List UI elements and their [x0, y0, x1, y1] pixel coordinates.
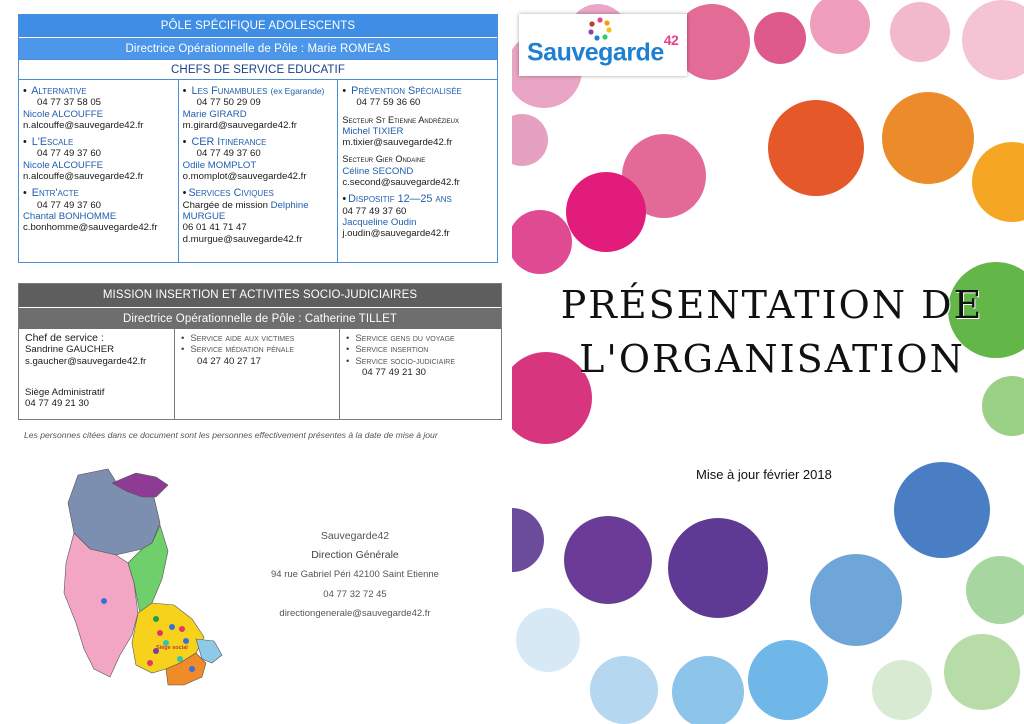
deco-circle — [768, 100, 864, 196]
deco-circle — [890, 2, 950, 62]
service-email: m.tixier@sauvegarde42.fr — [342, 137, 453, 149]
map-region-pink — [64, 533, 138, 677]
service-email: m.girard@sauvegarde42.fr — [182, 119, 297, 131]
deco-circle — [894, 462, 990, 558]
map-marker — [153, 616, 159, 622]
service-mission-line: Chargée de mission Delphine MURGUE — [182, 199, 309, 222]
contact-block — [230, 527, 480, 623]
siege-label: Siège Administratif — [25, 386, 105, 398]
list-item: • Service médiation pénale — [181, 344, 295, 356]
list-item: • Service insertion — [346, 344, 429, 356]
service-phone: 04 77 49 37 60 — [196, 148, 261, 160]
pole-ado-header: PÔLE SPÉCIFIQUE ADOLESCENTS — [19, 15, 497, 37]
map-marker — [179, 626, 185, 632]
map-marker — [147, 660, 153, 666]
service-person: Michel TIXIER — [342, 125, 404, 137]
service-phone: 04 77 59 36 60 — [356, 97, 421, 109]
service-person: Odile MOMPLOT — [182, 159, 257, 171]
mission-column-services-a — [174, 329, 339, 419]
siege-phone: 04 77 49 21 30 — [25, 398, 90, 410]
deco-circle — [512, 114, 548, 166]
sauvegarde-logo — [519, 14, 687, 76]
services-b-phone: 04 77 49 21 30 — [362, 366, 427, 378]
service-person: Céline SECOND — [342, 165, 414, 177]
services-column-1 — [19, 80, 178, 262]
deco-circle — [962, 0, 1024, 80]
map-marker — [101, 598, 107, 604]
chef-email: s.gaucher@sauvegarde42.fr — [25, 355, 147, 367]
service-phone: 04 77 49 37 60 — [37, 148, 102, 160]
map-marker — [189, 666, 195, 672]
contact-address: 94 rue Gabriel Péri 42100 Saint Etienne — [271, 569, 439, 581]
deco-circle — [512, 210, 572, 274]
service-email: n.alcouffe@sauvegarde42.fr — [23, 119, 144, 131]
map-marker — [183, 638, 189, 644]
mission-column-chef — [19, 329, 174, 419]
deco-circle — [810, 0, 870, 54]
service-title-entracte: • Entr'acte — [23, 187, 79, 200]
deco-circle — [516, 608, 580, 672]
mission-columns — [19, 329, 501, 419]
service-person: Marie GIRARD — [182, 108, 247, 120]
service-phone: 04 77 50 29 09 — [196, 97, 261, 109]
service-title-prevention: • Prévention Spécialisée — [342, 85, 462, 97]
deco-circle — [672, 656, 744, 724]
deco-circle — [566, 172, 646, 252]
deco-circle — [512, 508, 544, 572]
pole-adolescents-box — [18, 14, 498, 263]
services-a-phone: 04 27 40 27 17 — [197, 355, 262, 367]
cover-page — [512, 0, 1024, 724]
sector-label: Secteur St Etienne Andrézieux — [342, 114, 460, 125]
service-email: o.momplot@sauvegarde42.fr — [182, 171, 307, 183]
deco-circle — [966, 556, 1024, 624]
loire-map-image — [56, 463, 226, 691]
cover-title — [552, 278, 992, 386]
deco-circle — [872, 660, 932, 720]
service-title-escale: • L'Escale — [23, 136, 74, 149]
logo-text: Sauvegarde$^{42}$ — [527, 32, 679, 67]
cover-title-line2: L'ORGANISATION — [579, 337, 965, 381]
service-person: Chantal BONHOMME — [23, 210, 117, 222]
list-item: • Service socio-judiciaire — [346, 355, 456, 367]
mission-director: Directrice Opérationnelle de Pôle : Catherine TILLET — [19, 307, 501, 329]
deco-circle — [668, 518, 768, 618]
list-item: • Service gens du voyage — [346, 333, 455, 344]
services-list-b — [346, 333, 495, 367]
mission-insertion-box — [18, 283, 502, 420]
service-person: Nicole ALCOUFFE — [23, 108, 103, 120]
contact-email: directiongenerale@sauvegarde42.fr — [279, 607, 431, 619]
mission-header: MISSION INSERTION ET ACTIVITES SOCIO-JUDICIAIRES — [19, 284, 501, 307]
map-marker — [169, 624, 175, 630]
sector-label: Secteur Gier Ondaine — [342, 154, 426, 165]
list-item: • Service aide aux victimes — [181, 333, 295, 344]
service-phone: 04 77 49 37 60 — [342, 205, 407, 217]
update-note: Les personnes citées dans ce document sont les personnes effectivement présentes à la date de mise à jour — [24, 430, 438, 440]
services-column-3 — [337, 80, 497, 262]
contact-name: Sauvegarde42 — [320, 530, 390, 542]
deco-circle — [882, 92, 974, 184]
service-phone: 06 01 41 71 47 — [182, 222, 247, 234]
deco-circle — [748, 640, 828, 720]
map-marker — [157, 630, 163, 636]
deco-circle — [944, 634, 1020, 710]
chef-name: Sandrine GAUCHER — [25, 344, 115, 356]
service-email: d.murgue@sauvegarde42.fr — [182, 233, 303, 245]
siege-social-label: Siège social — [156, 645, 188, 651]
update-date: Mise à jour février 2018 — [696, 467, 832, 482]
services-column-2 — [178, 80, 338, 262]
service-email: c.second@sauvegarde42.fr — [342, 177, 460, 189]
chef-service-label: Chef de service : — [25, 332, 104, 344]
service-title-civiques: • Services Civiques — [182, 187, 274, 200]
deco-circle — [972, 142, 1024, 222]
contact-phone: 04 77 32 72 45 — [323, 588, 387, 600]
service-email: n.alcouffe@sauvegarde42.fr — [23, 171, 144, 183]
service-person: Nicole ALCOUFFE — [23, 159, 103, 171]
service-person: Jacqueline Oudin — [342, 216, 417, 228]
service-title-funambules: • Les Funambules (ex Egarande) — [182, 85, 325, 97]
deco-circle — [810, 554, 902, 646]
services-columns — [19, 80, 497, 262]
chefs-service-heading: CHEFS DE SERVICE EDUCATIF — [19, 59, 497, 80]
services-list-a — [181, 333, 333, 356]
pole-ado-director: Directrice Opérationnelle de Pôle : Marie ROMEAS — [19, 37, 497, 59]
service-title-dispositif: • Dispositif 12—25 ans — [342, 193, 452, 206]
service-email: c.bonhomme@sauvegarde42.fr — [23, 222, 158, 234]
service-phone: 04 77 37 58 05 — [37, 97, 102, 109]
cover-title-line1: PRÉSENTATION DE — [560, 283, 984, 327]
deco-circle — [564, 516, 652, 604]
service-phone: 04 77 49 37 60 — [37, 199, 102, 211]
service-title-cer: • CER Itinérance — [182, 136, 267, 149]
deco-circle — [590, 656, 658, 724]
contact-direction: Direction Générale — [311, 549, 399, 562]
service-email: j.oudin@sauvegarde42.fr — [342, 228, 450, 240]
service-title-alternative: • Alternative — [23, 85, 87, 97]
map-marker — [177, 656, 183, 662]
mission-column-services-b — [339, 329, 501, 419]
deco-circle — [754, 12, 806, 64]
